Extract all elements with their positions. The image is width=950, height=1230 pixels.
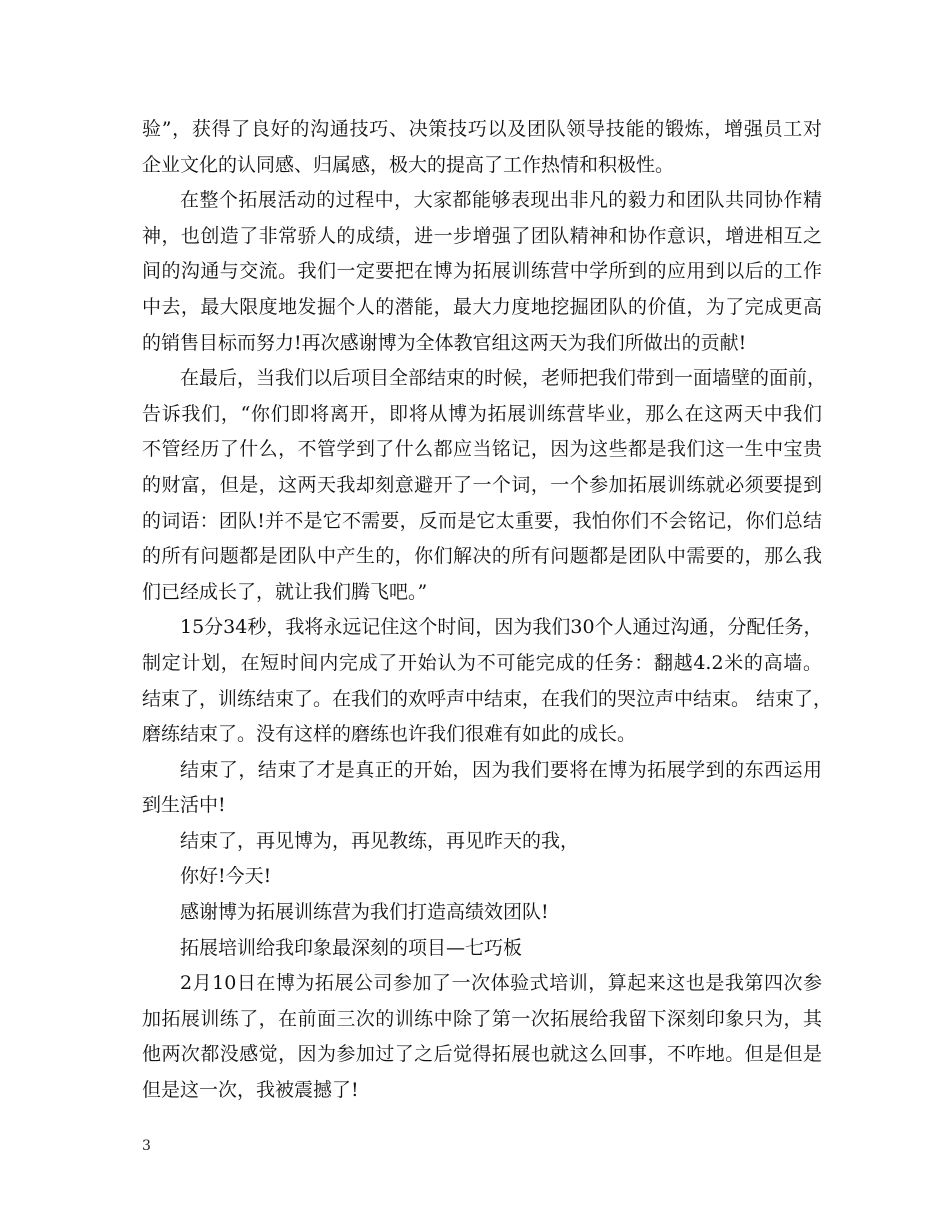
page-number: 3: [142, 1138, 151, 1154]
paragraph-first-line: 结束了，再见博为，再见教练，再见昨天的我，: [180, 829, 580, 852]
text-line: 到生活中!: [142, 794, 226, 817]
text-line: 结束了，训练结束了。在我们的欢呼声中结束，在我们的哭泣声中结束。 结束了，: [142, 687, 833, 710]
paragraph-first-line: 在整个拓展活动的过程中，大家都能够表现出非凡的毅力和团队共同协作精: [180, 189, 822, 212]
paragraph-first-line: 在最后，当我们以后项目全部结束的时候，老师把我们带到一面墙壁的面前，: [180, 367, 827, 390]
text-line: 磨练结束了。没有这样的磨练也许我们很难有如此的成长。: [142, 723, 637, 746]
text-line: 验”，获得了良好的沟通技巧、决策技巧以及团队领导技能的锻炼，增强员工对: [142, 118, 822, 140]
text-line: 中去，最大限度地发掘个人的潜能，最大力度地挖掘团队的价值，为了完成更高: [142, 295, 822, 318]
paragraph-first-line: 感谢博为拓展训练营为我们打造高绩效团队!: [180, 901, 549, 924]
text-line: 的财富，但是，这两天我却刻意避开了一个词，一个参加拓展训练就必须要提到: [142, 473, 822, 496]
text-line: 制定计划，在短时间内完成了开始认为不可能完成的任务：翻越4.2米的高墙。: [142, 651, 822, 674]
text-line: 神，也创造了非常骄人的成绩，进一步增强了团队精神和协作意识，增进相互之: [142, 224, 822, 247]
text-line: 的词语：团队!并不是它不需要，反而是它太重要，我怕你们不会铭记，你们总结: [142, 509, 822, 532]
text-line: 的销售目标而努力!再次感谢博为全体教官组这两天为我们所做出的贡献!: [142, 331, 747, 354]
text-line: 他两次都没感觉，因为参加过了之后觉得拓展也就这么回事，不咋地。但是但是: [142, 1043, 822, 1066]
text-line: 告诉我们，“你们即将离开，即将从博为拓展训练营毕业，那么在这两天中我们: [142, 402, 822, 425]
paragraph-first-line: 你好!今天!: [180, 865, 272, 888]
text-line: 不管经历了什么，不管学到了什么都应当铭记，因为这些都是我们这一生中宝贵: [142, 438, 822, 461]
section-heading: 拓展培训给我印象最深刻的项目—七巧板: [180, 936, 523, 959]
paragraph-first-line: 15分34秒，我将永远记住这个时间，因为我们30个人通过沟通，分配任务，: [180, 616, 823, 639]
text-line: 加拓展训练了，在前面三次的训练中除了第一次拓展给我留下深刻印象只为，其: [142, 1007, 822, 1030]
text-line: 企业文化的认同感、归属感，极大的提高了工作热情和积极性。: [142, 153, 675, 176]
body-text: [142, 112, 833, 1109]
paragraph-first-line: 2月10日在博为拓展公司参加了一次体验式培训，算起来这也是我第四次参: [180, 972, 822, 995]
text-line: 间的沟通与交流。我们一定要把在博为拓展训练营中学所到的应用到以后的工作: [142, 260, 822, 283]
text-line: 但是这一次，我被震撼了!: [142, 1079, 359, 1102]
text-line: 们已经成长了，就让我们腾飞吧。”: [142, 580, 428, 603]
text-line: 的所有问题都是团队中产生的，你们解决的所有问题都是团队中需要的，那么我: [142, 545, 822, 568]
paragraph-first-line: 结束了，结束了才是真正的开始，因为我们要将在博为拓展学到的东西运用: [180, 758, 822, 781]
